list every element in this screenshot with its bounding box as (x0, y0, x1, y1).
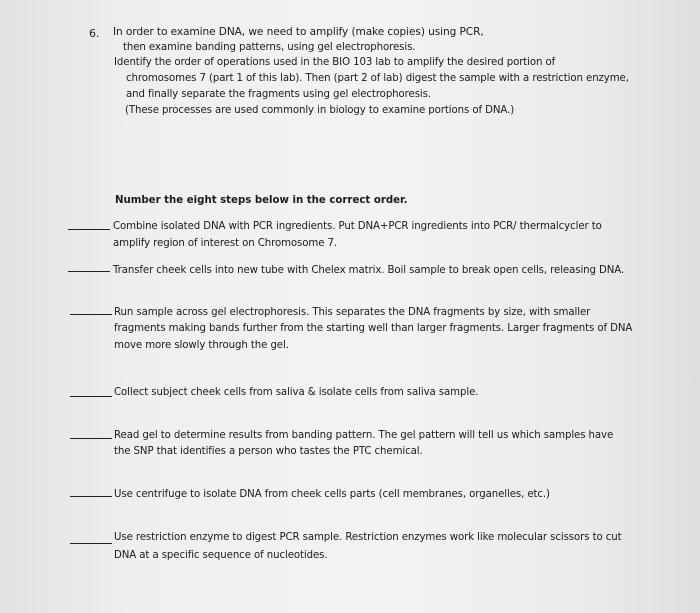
answer-blank[interactable] (70, 396, 112, 397)
step-text: Combine isolated DNA with PCR ingredients. Put DNA+PCR ingredients into PCR/ thermalcycler to (113, 221, 602, 232)
answer-blank[interactable] (70, 496, 112, 497)
step-text: Run sample across gel electrophoresis. This separates the DNA fragments by size, with smaller (114, 307, 591, 318)
step-text: the SNP that identifies a person who tastes the PTC chemical. (114, 446, 423, 457)
question-number: 6. (89, 27, 100, 40)
intro-line: and finally separate the fragments using gel electrophoresis. (126, 89, 431, 100)
intro-line: chromosomes 7 (part 1 of this lab). Then (part 2 of lab) digest the sample with a restriction enzyme, (126, 73, 629, 84)
instruction-heading: Number the eight steps below in the correct order. (115, 195, 408, 206)
intro-line: then examine banding patterns, using gel electrophoresis. (123, 42, 416, 53)
answer-blank[interactable] (70, 438, 112, 439)
step-text: Use restriction enzyme to digest PCR sample. Restriction enzymes work like molecular scissors to cut (114, 532, 622, 543)
answer-blank[interactable] (70, 543, 112, 544)
intro-line: In order to examine DNA, we need to amplify (make copies) using PCR, (113, 26, 484, 38)
answer-blank[interactable] (68, 229, 110, 230)
answer-blank[interactable] (68, 271, 110, 272)
intro-line: Identify the order of operations used in the BIO 103 lab to amplify the desired portion of (114, 57, 556, 68)
step-text: amplify region of interest on Chromosome 7. (113, 238, 338, 249)
step-text: DNA at a specific sequence of nucleotides. (114, 550, 328, 561)
answer-blank[interactable] (70, 314, 112, 315)
step-text: fragments making bands further from the starting well than larger fragments. Larger fragments of DNA (114, 323, 633, 334)
intro-line: (These processes are used commonly in biology to examine portions of DNA.) (125, 105, 515, 116)
step-text: move more slowly through the gel. (114, 340, 289, 351)
step-text: Read gel to determine results from banding pattern. The gel pattern will tell us which samples have (114, 430, 614, 441)
step-text: Transfer cheek cells into new tube with Chelex matrix. Boil sample to break open cells, releasing DNA. (113, 265, 625, 276)
step-text: Use centrifuge to isolate DNA from cheek cells parts (cell membranes, organelles, etc.) (114, 489, 550, 500)
step-text: Collect subject cheek cells from saliva & isolate cells from saliva sample. (114, 387, 479, 398)
